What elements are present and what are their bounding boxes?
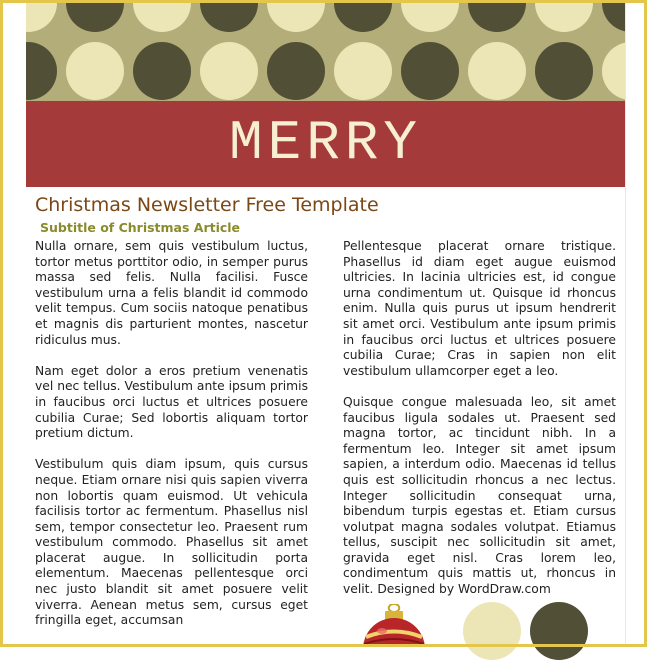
polka-dot-bottom [463, 602, 521, 660]
polka-dot [401, 0, 459, 32]
article-paragraph: Nam eget dolor a eros pretium venenatis vel nec tellus. Vestibulum ante ipsum primis in faucibus orci luctus et ultrices posuere cubilia Curae; Sed lobortis aliquam tortor pretium dictum. [35, 363, 308, 441]
polka-dot [468, 0, 526, 32]
newsletter-title: Christmas Newsletter Free Template [35, 194, 379, 216]
polka-dot [401, 42, 459, 100]
polka-dot [468, 42, 526, 100]
article-paragraph: Vestibulum quis diam ipsum, quis cursus neque. Etiam ornare nisi quis sapien viverra non lobortis quam euismod. Ut vehicula facilisis tortor ac fermentum. Phasellus nisl sem, tempor consectetur leo. Praesent rum vestibulum commodo. Phasellus sit amet placerat augue. In sollicitudin porta elementum. Maecenas pellentesque orci nec justo blandit sit amet posuere velit viverra. Aenean metus sem, cursus eget fringilla eget, accumsan [35, 457, 308, 628]
merry-banner [26, 101, 625, 187]
article-column-left [35, 239, 308, 644]
polka-dot-bottom [530, 602, 588, 660]
polka-dot [66, 42, 124, 100]
polka-dot [334, 0, 392, 32]
polka-dot [66, 0, 124, 32]
polka-dot [267, 42, 325, 100]
polka-dot [267, 0, 325, 32]
article-paragraph: Quisque congue malesuada leo, sit amet faucibus ligula sodales ut. Praesent sed magna tortor, ac tincidunt nibh. In a fermentum leo. Integer sit amet ipsum sapien, a interdum odio. Maecenas id tellus quis est sollicitudin rhoncus a nec lectus. Integer sollicitudin consequat urna, bibendum turpis egestas et. Etiam cursus volutpat magna sodales volutpat. Etiamus tellus, suscipit nec sollicitudin sit amet, gravida eget nisl. Cras lorem leo, condimentum quis mattis ut, rhoncus in velit. Designed by WordDraw.com [343, 394, 616, 597]
newsletter-page [26, 0, 625, 647]
polka-dot [133, 0, 191, 32]
polka-dot [602, 42, 625, 100]
article-column-right [343, 239, 616, 613]
christmas-ornament-icon [356, 604, 432, 647]
polka-dot [535, 42, 593, 100]
polka-dot [133, 42, 191, 100]
polka-dot [26, 0, 57, 32]
polka-dot [334, 42, 392, 100]
article-paragraph: Nulla ornare, sem quis vestibulum luctus, tortor metus porttitor odio, in semper purus massa sed felis. Nulla facilisi. Fusce vestibulum urna a felis blandit id commodo velit tempus. Cum sociis natoque penatibus et magnis dis parturient montes, nascetur ridiculus mus. [35, 239, 308, 347]
polka-dot [602, 0, 625, 32]
polka-dot [200, 42, 258, 100]
polka-dot [200, 0, 258, 32]
article-subtitle: Subtitle of Christmas Article [40, 220, 241, 235]
banner-word: MERRY [228, 111, 423, 175]
polka-dot-pattern [26, 0, 625, 101]
article-paragraph: Pellentesque placerat ornare tristique. Phasellus id diam eget augue euismod ultricies. In lacinia ultricies est, id congue urna condimentum ut. Quisque id rhoncus enim. Nulla quis purus ut ipsum hendrerit sit amet orci. Vestibulum ante ipsum primis in faucibus orci luctus et ultrices posuere cubilia Curae; Cras in sapien non elit vestibulum ullamcorper eget a leo. [343, 239, 616, 378]
polka-dot [26, 42, 57, 100]
polka-dot [535, 0, 593, 32]
